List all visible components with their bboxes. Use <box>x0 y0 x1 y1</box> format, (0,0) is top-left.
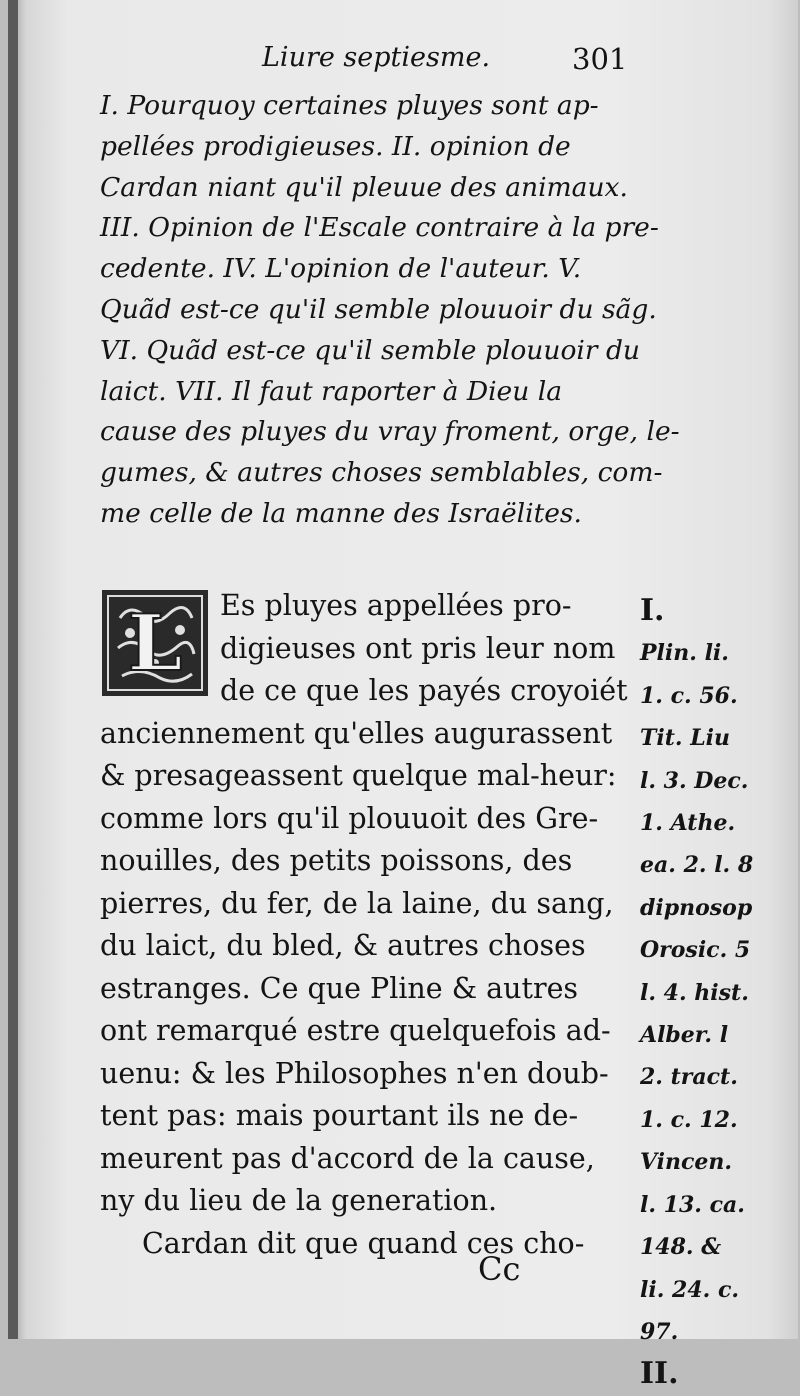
text-line: uenu: & les Philosophes n'en doub- <box>100 1056 609 1090</box>
text-line: de ce que les payés croyoiét <box>220 674 628 707</box>
margin-note: dipnosop <box>640 894 753 921</box>
text-line: estranges. Ce que Pline & autres <box>100 971 579 1005</box>
section-marker: II. <box>640 1356 679 1392</box>
margin-note: l. 3. Dec. <box>640 767 749 794</box>
summary-line: VI. Quãd est-ce qu'il semble plouuoir du <box>100 334 640 366</box>
margin-note: Orosic. 5 <box>640 937 751 964</box>
summary-line: me celle de la manne des Israëlites. <box>100 497 582 529</box>
summary-line: I. Pourquoy certaines pluyes sont ap- <box>100 90 599 121</box>
text-line: digieuses ont pris leur nom <box>220 631 616 665</box>
summary-line: laict. VII. Il faut raporter à Dieu la <box>100 375 562 407</box>
summary-line: cause des pluyes du vray froment, orge, le- <box>100 416 680 448</box>
margin-note: Tit. Liu <box>640 725 731 752</box>
summary-line: Quãd est-ce qu'il semble plouuoir du sãg. <box>100 293 657 325</box>
main-text <box>100 585 640 1265</box>
text-line: nouilles, des petits poissons, des <box>100 844 573 877</box>
text-line: ont remarqué estre quelquefois ad- <box>100 1014 611 1047</box>
text-line: pierres, du fer, de la laine, du sang, <box>100 886 614 920</box>
margin-notes <box>640 590 790 1396</box>
margin-note: 97. <box>640 1318 679 1345</box>
chapter-summary <box>100 86 680 535</box>
text-line: Cardan dit que quand ces cho- <box>142 1226 585 1260</box>
summary-line: III. Opinion de l'Escale contraire à la pre- <box>100 212 659 244</box>
margin-note: ea. 2. l. 8 <box>640 852 754 879</box>
summary-line: Cardan niant qu'il pleuue des animaux. <box>100 171 628 203</box>
running-title: Liure septiesme. <box>262 42 491 73</box>
text-line: comme lors qu'il plouuoit des Gre- <box>100 801 599 835</box>
margin-note: 2. tract. <box>640 1064 738 1091</box>
text-line: du laict, du bled, & autres choses <box>100 929 586 962</box>
page-number: 301 <box>572 42 628 76</box>
page-header <box>0 42 800 82</box>
margin-note: Plin. li. <box>640 640 729 667</box>
summary-line: pellées prodigieuses. II. opinion de <box>100 130 571 162</box>
margin-note: l. 13. ca. <box>640 1191 745 1218</box>
margin-note: Vincen. <box>640 1149 733 1176</box>
margin-note: Alber. l <box>640 1022 729 1049</box>
margin-note: l. 4. hist. <box>640 979 749 1006</box>
book-spine <box>8 0 18 1339</box>
margin-note: li. 24. c. <box>640 1276 740 1303</box>
initial-letter: L <box>127 598 183 689</box>
text-line: anciennement qu'elles augurassent <box>100 716 613 750</box>
margin-note: 1. c. 12. <box>640 1106 738 1133</box>
margin-note: 148. & <box>640 1234 722 1261</box>
margin-note: 1. Athe. <box>640 810 736 837</box>
text-line: meurent pas d'accord de la cause, <box>100 1141 595 1175</box>
summary-line: gumes, & autres choses semblables, com- <box>100 457 663 489</box>
summary-line: cedente. IV. L'opinion de l'auteur. V. <box>100 253 582 285</box>
text-line: ny du lieu de la generation. <box>100 1184 498 1217</box>
text-line: tent pas: mais pourtant ils ne de- <box>100 1099 579 1132</box>
text-line: & presageassent quelque mal-heur: <box>100 759 617 792</box>
signature-mark: Cc <box>478 1250 521 1288</box>
section-marker: I. <box>640 593 665 628</box>
margin-note: 1. c. 56. <box>640 682 738 709</box>
text-line: Es pluyes appellées pro- <box>220 589 572 622</box>
